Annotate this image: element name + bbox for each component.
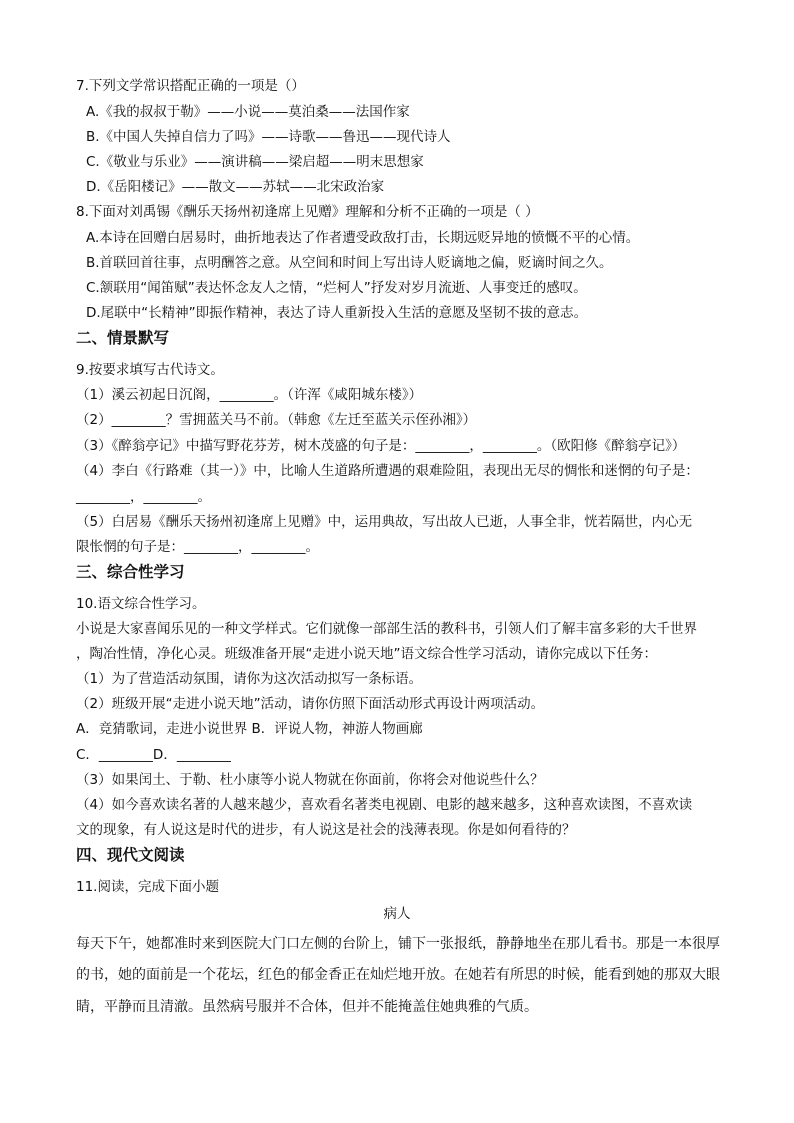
section-heading-4: 四、现代文阅读 [76, 846, 185, 864]
q7-option-a: A.《我的叔叔于勒》——小说——莫泊桑——法国作家 [86, 104, 410, 120]
q10-activity-ab: A．竞猜歌词，走进小说世界 B．评说人物，神游人物画廊 [76, 721, 423, 737]
section-heading-3: 三、综合性学习 [76, 563, 185, 581]
q11-stem: 11.阅读，完成下面小题 [76, 879, 219, 895]
q9-stem: 9.按要求填写古代诗文。 [76, 362, 224, 378]
q10-stem: 10.语文综合性学习。 [76, 596, 206, 612]
section-heading-2: 二、情景默写 [76, 329, 170, 347]
q9-item-5-cont: 限怅惘的句子是：________，________。 [76, 539, 319, 555]
q10-task-2: （2）班级开展“走进小说天地”活动，请你仿照下面活动形式再设计两项活动。 [76, 696, 545, 712]
q10-activity-cd: C．________D．________ [76, 747, 231, 763]
q8-option-d: D.尾联中“长精神”即振作精神，表达了诗人重新投入生活的意愿及坚韧不拔的意志。 [86, 305, 588, 321]
q9-item-5: （5）白居易《酬乐天扬州初逢席上见赠》中，运用典故，写出故人已逝，人事全非，恍若隔世，内心无 [76, 514, 693, 530]
q8-stem: 8.下面对刘禹锡《酬乐天扬州初逢席上见赠》理解和分析不正确的一项是（ ） [76, 204, 539, 220]
q9-item-4: （4）李白《行路难（其一）》中，比喻人生道路所遭遇的艰难险阻，表现出无尽的惆怅和迷惘的句子是： [76, 463, 699, 479]
q10-line-2: ，陶冶性情，净化心灵。班级准备开展“走进小说天地”语文综合性学习活动，请你完成以下任务： [76, 646, 657, 662]
passage-line-1: 每天下午，她都准时来到医院大门口左侧的台阶上，铺下一张报纸，静静地坐在那儿看书。那是一本很厚 [76, 936, 720, 952]
q9-item-2: （2）________？雪拥蓝关马不前。（韩愈《左迁至蓝关示侄孙湘》） [76, 412, 477, 428]
q10-line-1: 小说是大家喜闻乐见的一种文学样式。它们就像一部部生活的教科书，引领人们了解丰富多彩的大千世界 [76, 621, 697, 637]
passage-line-3: 睛，平静而且清澈。虽然病号服并不合体，但并不能掩盖住她典雅的气质。 [76, 999, 538, 1015]
passage-line-2: 的书，她的面前是一个花坛，红色的郁金香正在灿烂地开放。在她若有所思的时候，能看到她的那双大眼 [76, 967, 720, 983]
q10-task-1: （1）为了营造活动氛围，请你为这次活动拟写一条标语。 [76, 671, 423, 687]
q9-item-4-cont: ________，________。 [76, 489, 211, 505]
q8-option-b: B.首联回首往事，点明酬答之意。从空间和时间上写出诗人贬谪地之偏，贬谪时间之久。 [86, 255, 613, 271]
q7-stem: 7.下列文学常识搭配正确的一项是（） [76, 78, 305, 94]
q8-option-a: A.本诗在回赠白居易时，曲折地表达了作者遭受政敌打击，长期远贬异地的愤慨不平的心情。 [86, 230, 640, 246]
q8-option-c: C.颔联用“闻笛赋”表达怀念友人之情，“烂柯人”抒发对岁月流逝、人事变迁的感叹。 [86, 280, 587, 296]
q7-option-d: D.《岳阳楼记》——散文——苏轼——北宋政治家 [86, 179, 385, 195]
q7-option-c: C.《敬业与乐业》——演讲稿——梁启超——明末思想家 [86, 154, 424, 170]
q7-option-b: B.《中国人失掉自信力了吗》——诗歌——鲁迅——现代诗人 [86, 129, 451, 145]
q9-item-1: （1）溪云初起日沉阁，________。（许浑《咸阳城东楼》） [76, 387, 423, 403]
q9-item-3: （3）《醉翁亭记》中描写野花芬芳，树木茂盛的句子是：________，________。（欧阳修《醉翁亭记》） [76, 438, 686, 454]
q10-task-4-cont: 文的现象，有人说这是时代的进步，有人说这是社会的浅薄表现。你是如何看待的？ [76, 822, 576, 838]
q10-task-4: （4）如今喜欢读名著的人越来越少，喜欢看名著类电视剧、电影的越来越多，这种喜欢读图，不喜欢读 [76, 797, 693, 813]
q10-task-3: （3）如果闰土、于勒、杜小康等小说人物就在你面前，你将会对他说些什么？ [76, 772, 544, 788]
passage-title: 病人 [383, 906, 411, 922]
